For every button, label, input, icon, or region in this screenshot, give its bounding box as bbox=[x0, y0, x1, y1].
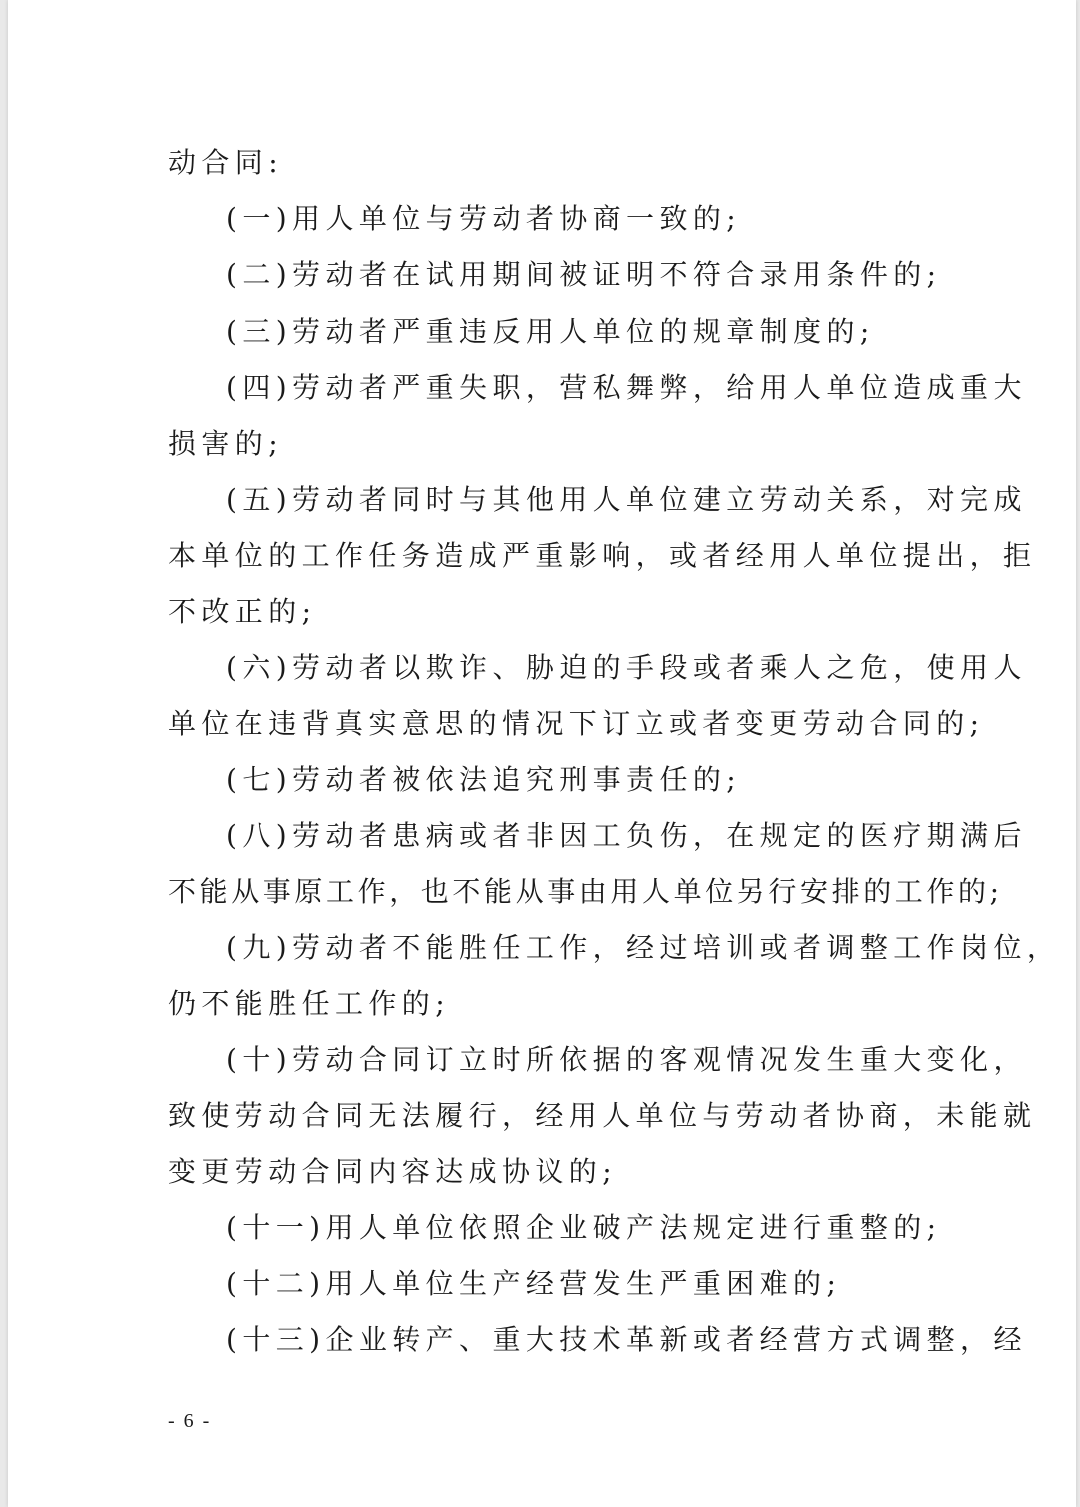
text-line: (九)劳动者不能胜任工作，经过培训或者调整工作岗位， bbox=[226, 931, 1061, 964]
text-line: 损害的; bbox=[168, 427, 284, 460]
page-number: - 6 - bbox=[168, 1410, 212, 1432]
text-line: 本单位的工作任务造成严重影响，或者经用人单位提出，拒 bbox=[168, 539, 1037, 572]
text-line: (六)劳动者以欺诈、胁迫的手段或者乘人之危，使用人 bbox=[226, 651, 1027, 684]
text-line: (一)用人单位与劳动者协商一致的; bbox=[226, 202, 742, 235]
text-line: (十)劳动合同订立时所依据的客观情况发生重大变化， bbox=[226, 1043, 1027, 1076]
text-line: (二)劳动者在试用期间被证明不符合录用条件的; bbox=[226, 258, 942, 291]
text-line: 单位在违背真实意思的情况下订立或者变更劳动合同的; bbox=[168, 707, 985, 740]
text-line: 动合同: bbox=[168, 146, 284, 179]
text-line: (十三)企业转产、重大技术革新或者经营方式调整，经 bbox=[226, 1323, 1027, 1356]
text-line: 不改正的; bbox=[168, 595, 317, 628]
text-line: 仍不能胜任工作的; bbox=[168, 987, 451, 1020]
text-line: (四)劳动者严重失职，营私舞弊，给用人单位造成重大 bbox=[226, 371, 1027, 404]
text-line: (三)劳动者严重违反用人单位的规章制度的; bbox=[226, 315, 875, 348]
text-line: 不能从事原工作，也不能从事由用人单位另行安排的工作的; bbox=[168, 875, 1003, 908]
text-line: (五)劳动者同时与其他用人单位建立劳动关系，对完成 bbox=[226, 483, 1027, 516]
text-line: (十一)用人单位依照企业破产法规定进行重整的; bbox=[226, 1211, 942, 1244]
document-page bbox=[8, 0, 1076, 1507]
text-line: (八)劳动者患病或者非因工负伤，在规定的医疗期满后 bbox=[226, 819, 1027, 852]
text-line: (十二)用人单位生产经营发生严重困难的; bbox=[226, 1267, 842, 1300]
text-line: (七)劳动者被依法追究刑事责任的; bbox=[226, 763, 742, 796]
text-line: 致使劳动合同无法履行，经用人单位与劳动者协商，未能就 bbox=[168, 1099, 1037, 1132]
text-line: 变更劳动合同内容达成协议的; bbox=[168, 1155, 618, 1188]
